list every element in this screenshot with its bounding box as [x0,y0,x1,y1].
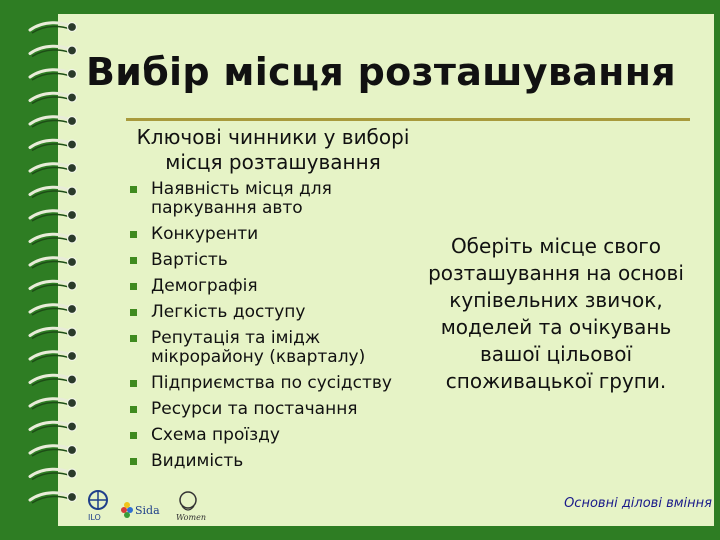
list-item [130,374,400,393]
list-item [130,277,400,296]
binding-ring [30,164,77,175]
binding-ring [30,446,77,457]
list-item-text: Репутація та імідж мікрорайону (кварталу) [151,328,366,367]
binding-ring [30,23,77,34]
binding-ring [30,187,77,198]
list-item [130,400,400,419]
list-item-text: Ресурси та постачання [151,399,358,419]
bullet-icon [130,257,137,264]
binding-ring [30,493,77,504]
list-item [130,426,400,445]
bullet-icon [130,432,137,439]
list-item-text: Демографія [151,276,258,296]
list-item-text: Схема проїзду [151,425,280,445]
bullet-icon [130,458,137,465]
bullet-icon [130,406,137,413]
ilo-logo [88,491,107,522]
callout-line: моделей та очікувань [440,315,672,339]
binding-ring [30,305,77,316]
list-item [130,180,400,218]
binding-ring [30,211,77,222]
list-item-text: Вартість [151,250,228,270]
bullet-icon [130,283,137,290]
binding-ring [30,328,77,339]
list-item-text: Підприємства по сусідству [151,373,392,393]
binding-ring [30,352,77,363]
callout-line: вашої цільової [479,342,633,366]
title-divider [126,118,690,121]
binding-ring [30,399,77,410]
binding-ring [30,140,77,151]
list-item [130,452,400,471]
binding-ring [30,375,77,386]
sida-logo-text: Sida [135,504,160,517]
bullet-icon [130,231,137,238]
spiral-binding [0,0,90,540]
callout-line: споживацької групи. [445,369,667,393]
binding-ring [30,117,77,128]
bullet-icon [130,309,137,316]
binding-ring [30,234,77,245]
binding-ring [30,258,77,269]
list-item [130,329,400,367]
list-item-text: Видимість [151,451,244,471]
factors-heading-line1: Ключові чинники у виборі [136,125,410,149]
factors-heading-line2: місця розташування [165,150,381,174]
callout-line: купівельних звичок, [449,288,663,312]
callout-line: Оберіть місце свого [450,234,662,258]
list-item-text: Легкість доступу [151,302,306,322]
list-item [130,225,400,244]
slide-title: Вибір місця розташування [86,50,676,94]
list-item-text: Конкуренти [151,224,259,244]
partner-logos [84,486,244,526]
factors-heading [118,125,428,175]
list-item-text: Наявність місця для паркування авто [151,179,332,218]
binding-ring [30,93,77,104]
callout-line: розташування на основі [428,261,684,285]
binding-ring [30,281,77,292]
binding-ring [30,46,77,57]
women-logo [176,492,206,522]
binding-ring [30,422,77,433]
callout-text [418,233,694,395]
sida-logo [121,502,160,518]
bullet-icon [130,335,137,342]
factors-list [130,180,400,478]
bullet-icon [130,380,137,387]
binding-ring [30,70,77,81]
list-item [130,303,400,322]
footer-text: Основні ділові вміння [564,496,712,511]
women-logo-text: Women [176,513,206,522]
ilo-logo-text: ILO [88,513,101,522]
bullet-icon [130,186,137,193]
binding-ring [30,469,77,480]
list-item [130,251,400,270]
